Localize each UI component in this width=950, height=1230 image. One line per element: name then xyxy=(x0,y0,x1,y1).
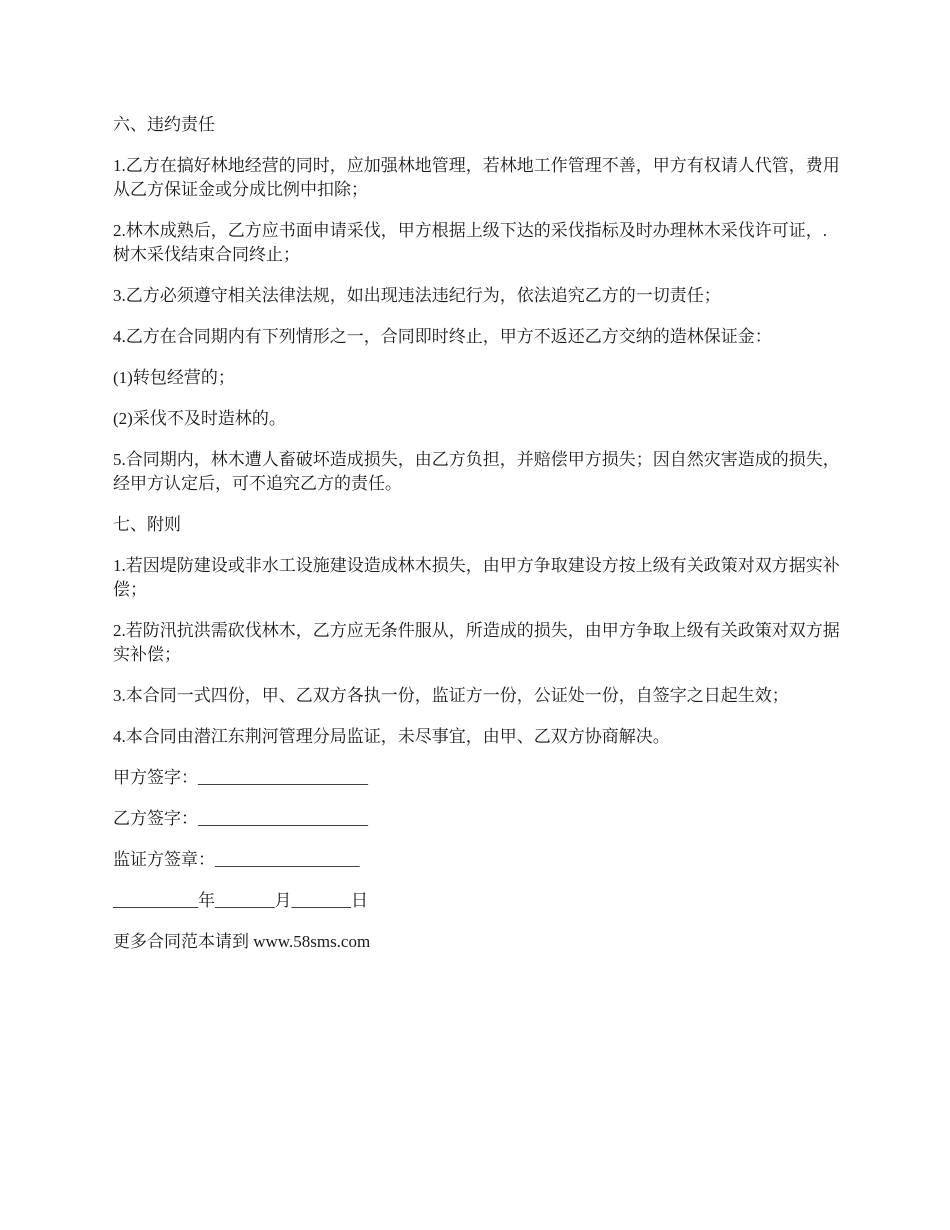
section-6-item-4: 4.乙方在合同期内有下列情形之一，合同即时终止，甲方不返还乙方交纳的造林保证金： xyxy=(113,327,772,346)
section-7-item-3: 3.本合同一式四份，甲、乙双方各执一份，监证方一份，公证处一份，自签字之日起生效； xyxy=(113,686,789,705)
section-6-item-3: 3.乙方必须遵守相关法律法规，如出现违法违纪行为，依法追究乙方的一切责任； xyxy=(113,286,721,305)
section-6-item-2: 2.林木成熟后，乙方应书面申请采伐，甲方根据上级下达的采伐指标及时办理林木采伐许可证，.树木采伐结束合同终止； xyxy=(113,221,827,264)
section-7-heading: 七、附则 xyxy=(113,515,181,534)
section-7-item-4: 4.本合同由潜江东荆河管理分局监证，未尽事宜，由甲、乙双方协商解决。 xyxy=(113,727,670,746)
footer-note: 更多合同范本请到 www.58sms.com xyxy=(113,932,371,951)
section-6-item-4-sub-1: (1)转包经营的； xyxy=(113,368,235,387)
witness-seal-line: 监证方签章：_________________ xyxy=(113,850,360,869)
section-6-heading: 六、违约责任 xyxy=(113,115,215,134)
section-6-item-4-sub-2: (2)采伐不及时造林的。 xyxy=(113,409,286,428)
document-page xyxy=(113,113,843,971)
party-a-signature-line: 甲方签字：____________________ xyxy=(113,768,368,787)
section-6-item-1: 1.乙方在搞好林地经营的同时，应加强林地管理，若林地工作管理不善，甲方有权请人代管，费用从乙方保证金或分成比例中扣除； xyxy=(113,156,840,199)
party-b-signature-line: 乙方签字：____________________ xyxy=(113,809,368,828)
section-7-item-1: 1.若因堤防建设或非水工设施建设造成林木损失，由甲方争取建设方按上级有关政策对双方据实补偿； xyxy=(113,556,840,599)
section-7-item-2: 2.若防汛抗洪需砍伐林木，乙方应无条件服从，所造成的损失，由甲方争取上级有关政策对双方据实补偿； xyxy=(113,621,840,664)
date-line: __________年_______月_______日 xyxy=(113,891,368,910)
section-6-item-5: 5.合同期内，林木遭人畜破坏造成损失，由乙方负担，并赔偿甲方损失；因自然灾害造成的损失，经甲方认定后，可不追究乙方的责任。 xyxy=(113,450,840,493)
